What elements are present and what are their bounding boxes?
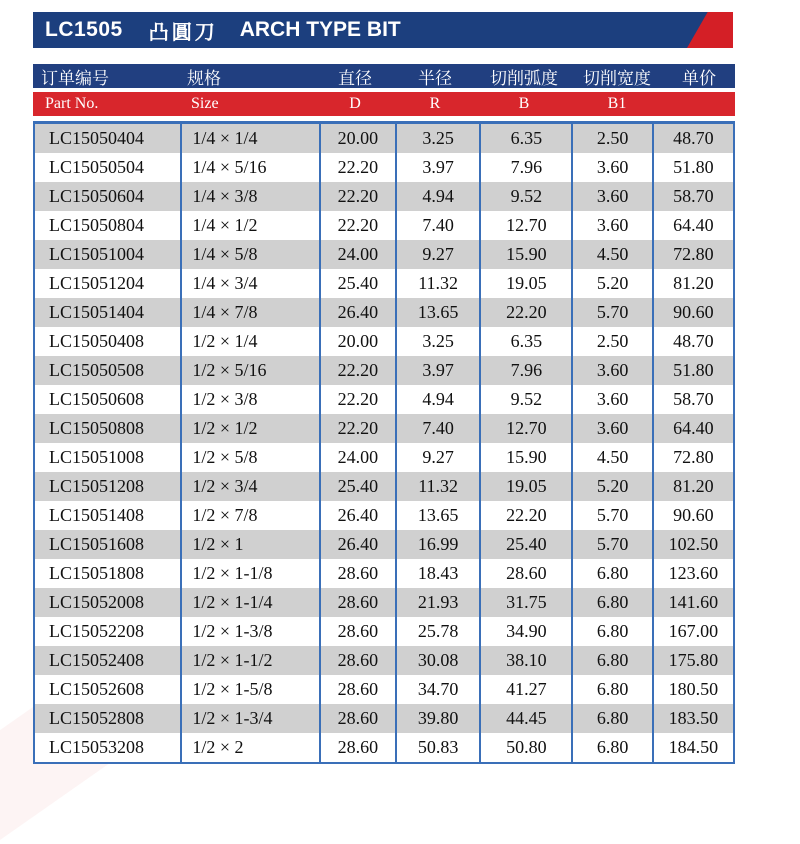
b-cell: 15.90 [480,443,572,472]
price-cell: 102.50 [653,530,733,559]
size-cell: 1/2 × 1-1/8 [181,559,319,588]
table-row [35,327,733,356]
title-code: LC1505 [45,18,123,41]
table-row [35,617,733,646]
d-cell: 22.20 [320,211,396,240]
size-cell: 1/4 × 1/4 [181,124,319,153]
r-cell: 9.27 [396,240,480,269]
b-cell: 9.52 [480,182,572,211]
b1-cell: 6.80 [572,675,652,704]
size-cell: 1/2 × 3/8 [181,385,319,414]
price-cell: 72.80 [653,240,733,269]
price-cell: 64.40 [653,211,733,240]
size-cell: 1/4 × 7/8 [181,298,319,327]
b1-cell: 3.60 [572,414,652,443]
part-no-cell: LC15051404 [35,298,181,327]
title-red-accent [687,12,733,48]
d-cell: 24.00 [320,443,396,472]
part-no-cell: LC15051808 [35,559,181,588]
size-cell: 1/4 × 3/8 [181,182,319,211]
part-no-cell: LC15050504 [35,153,181,182]
part-no-cell: LC15052408 [35,646,181,675]
size-cell: 1/2 × 5/8 [181,443,319,472]
b1-cell: 5.70 [572,501,652,530]
header-en-b1: B1 [607,95,627,112]
table-row [35,704,733,733]
size-cell: 1/2 × 1 [181,530,319,559]
r-cell: 4.94 [396,182,480,211]
b-cell: 25.40 [480,530,572,559]
r-cell: 39.80 [396,704,480,733]
price-cell: 81.20 [653,472,733,501]
price-cell: 167.00 [653,617,733,646]
size-cell: 1/2 × 1-5/8 [181,675,319,704]
r-cell: 3.25 [396,327,480,356]
size-cell: 1/2 × 1-3/4 [181,704,319,733]
b1-cell: 6.80 [572,559,652,588]
table-row [35,443,733,472]
b1-cell: 6.80 [572,617,652,646]
b-cell: 31.75 [480,588,572,617]
part-no-cell: LC15050608 [35,385,181,414]
size-cell: 1/2 × 1/2 [181,414,319,443]
table-row [35,501,733,530]
table-row [35,588,733,617]
size-cell: 1/2 × 5/16 [181,356,319,385]
r-cell: 34.70 [396,675,480,704]
r-cell: 18.43 [396,559,480,588]
table-row [35,153,733,182]
d-cell: 24.00 [320,240,396,269]
b-cell: 6.35 [480,124,572,153]
b1-cell: 5.70 [572,298,652,327]
d-cell: 26.40 [320,530,396,559]
b1-cell: 4.50 [572,240,652,269]
b1-cell: 5.20 [572,472,652,501]
b-cell: 38.10 [480,646,572,675]
price-cell: 90.60 [653,501,733,530]
table-row [35,356,733,385]
header-en-size: Size [191,95,219,112]
size-cell: 1/2 × 2 [181,733,319,762]
b1-cell: 6.80 [572,646,652,675]
b1-cell: 2.50 [572,124,652,153]
part-no-cell: LC15051408 [35,501,181,530]
b1-cell: 6.80 [572,588,652,617]
header-en-r: R [429,95,441,112]
price-cell: 58.70 [653,385,733,414]
d-cell: 20.00 [320,124,396,153]
size-cell: 1/2 × 1/4 [181,327,319,356]
r-cell: 11.32 [396,269,480,298]
b1-cell: 3.60 [572,182,652,211]
r-cell: 25.78 [396,617,480,646]
b1-cell: 2.50 [572,327,652,356]
d-cell: 22.20 [320,414,396,443]
table-row [35,240,733,269]
size-cell: 1/2 × 1-3/8 [181,617,319,646]
b1-cell: 4.50 [572,443,652,472]
r-cell: 7.40 [396,414,480,443]
b1-cell: 3.60 [572,385,652,414]
b-cell: 12.70 [480,211,572,240]
table-row [35,675,733,704]
b-cell: 44.45 [480,704,572,733]
size-cell: 1/4 × 1/2 [181,211,319,240]
price-cell: 58.70 [653,182,733,211]
price-cell: 81.20 [653,269,733,298]
b-cell: 28.60 [480,559,572,588]
r-cell: 16.99 [396,530,480,559]
price-cell: 51.80 [653,153,733,182]
d-cell: 28.60 [320,675,396,704]
table-row [35,124,733,153]
b-cell: 41.27 [480,675,572,704]
b-cell: 22.20 [480,501,572,530]
header-cn-part-no: 订单编号 [41,68,109,88]
d-cell: 20.00 [320,327,396,356]
price-cell: 141.60 [653,588,733,617]
b1-cell: 5.20 [572,269,652,298]
price-cell: 184.50 [653,733,733,762]
part-no-cell: LC15052008 [35,588,181,617]
part-no-cell: LC15051004 [35,240,181,269]
price-cell: 123.60 [653,559,733,588]
size-cell: 1/4 × 3/4 [181,269,319,298]
part-no-cell: LC15050808 [35,414,181,443]
d-cell: 25.40 [320,269,396,298]
table-body [35,124,733,762]
title-bar [33,12,733,48]
r-cell: 50.83 [396,733,480,762]
b-cell: 7.96 [480,356,572,385]
size-cell: 1/4 × 5/16 [181,153,319,182]
table-row [35,733,733,762]
b1-cell: 3.60 [572,356,652,385]
r-cell: 13.65 [396,501,480,530]
r-cell: 3.25 [396,124,480,153]
size-cell: 1/4 × 5/8 [181,240,319,269]
d-cell: 28.60 [320,733,396,762]
header-en-d: D [349,95,361,112]
size-cell: 1/2 × 1-1/4 [181,588,319,617]
header-en-b: B [518,95,530,112]
title-chinese: 凸圓刀 [148,21,218,44]
d-cell: 26.40 [320,298,396,327]
price-cell: 175.80 [653,646,733,675]
part-no-cell: LC15050404 [35,124,181,153]
size-cell: 1/2 × 1-1/2 [181,646,319,675]
part-no-cell: LC15052608 [35,675,181,704]
price-cell: 64.40 [653,414,733,443]
r-cell: 21.93 [396,588,480,617]
b-cell: 15.90 [480,240,572,269]
b-cell: 22.20 [480,298,572,327]
d-cell: 22.20 [320,182,396,211]
r-cell: 13.65 [396,298,480,327]
table-row [35,269,733,298]
table-row [35,385,733,414]
r-cell: 4.94 [396,385,480,414]
d-cell: 28.60 [320,704,396,733]
b-cell: 34.90 [480,617,572,646]
b-cell: 9.52 [480,385,572,414]
part-no-cell: LC15050508 [35,356,181,385]
r-cell: 30.08 [396,646,480,675]
price-cell: 90.60 [653,298,733,327]
b-cell: 19.05 [480,269,572,298]
header-cn-d: 直径 [338,68,372,88]
price-cell: 48.70 [653,327,733,356]
part-no-cell: LC15051608 [35,530,181,559]
part-no-cell: LC15051204 [35,269,181,298]
header-cn-size: 规格 [187,68,221,88]
d-cell: 28.60 [320,646,396,675]
part-no-cell: LC15050604 [35,182,181,211]
part-no-cell: LC15050804 [35,211,181,240]
b1-cell: 5.70 [572,530,652,559]
table-row [35,559,733,588]
header-cn-price: 单价 [682,68,716,88]
b-cell: 12.70 [480,414,572,443]
header-cn-b: 切削弧度 [490,68,558,88]
price-cell: 51.80 [653,356,733,385]
price-cell: 48.70 [653,124,733,153]
r-cell: 3.97 [396,153,480,182]
b1-cell: 3.60 [572,211,652,240]
d-cell: 22.20 [320,153,396,182]
table-row [35,646,733,675]
table-row [35,472,733,501]
b1-cell: 6.80 [572,704,652,733]
d-cell: 28.60 [320,588,396,617]
d-cell: 28.60 [320,617,396,646]
header-row-english [33,92,735,116]
header-row-chinese [33,64,735,88]
size-cell: 1/2 × 3/4 [181,472,319,501]
part-no-cell: LC15053208 [35,733,181,762]
part-no-cell: LC15052808 [35,704,181,733]
b1-cell: 3.60 [572,153,652,182]
d-cell: 25.40 [320,472,396,501]
r-cell: 3.97 [396,356,480,385]
spec-table [33,121,735,764]
d-cell: 22.20 [320,385,396,414]
part-no-cell: LC15050408 [35,327,181,356]
header-cn-r: 半径 [418,68,452,88]
header-en-part-no: Part No. [45,95,99,112]
price-cell: 72.80 [653,443,733,472]
b1-cell: 6.80 [572,733,652,762]
part-no-cell: LC15052208 [35,617,181,646]
r-cell: 7.40 [396,211,480,240]
part-no-cell: LC15051008 [35,443,181,472]
table-row [35,414,733,443]
b-cell: 19.05 [480,472,572,501]
table-row [35,298,733,327]
price-cell: 183.50 [653,704,733,733]
table-row [35,182,733,211]
price-cell: 180.50 [653,675,733,704]
r-cell: 9.27 [396,443,480,472]
header-cn-b1: 切削宽度 [583,68,651,88]
part-no-cell: LC15051208 [35,472,181,501]
d-cell: 26.40 [320,501,396,530]
b-cell: 7.96 [480,153,572,182]
size-cell: 1/2 × 7/8 [181,501,319,530]
b-cell: 50.80 [480,733,572,762]
d-cell: 28.60 [320,559,396,588]
table-row [35,211,733,240]
title-english: ARCH TYPE BIT [239,18,401,41]
table-row [35,530,733,559]
r-cell: 11.32 [396,472,480,501]
d-cell: 22.20 [320,356,396,385]
b-cell: 6.35 [480,327,572,356]
